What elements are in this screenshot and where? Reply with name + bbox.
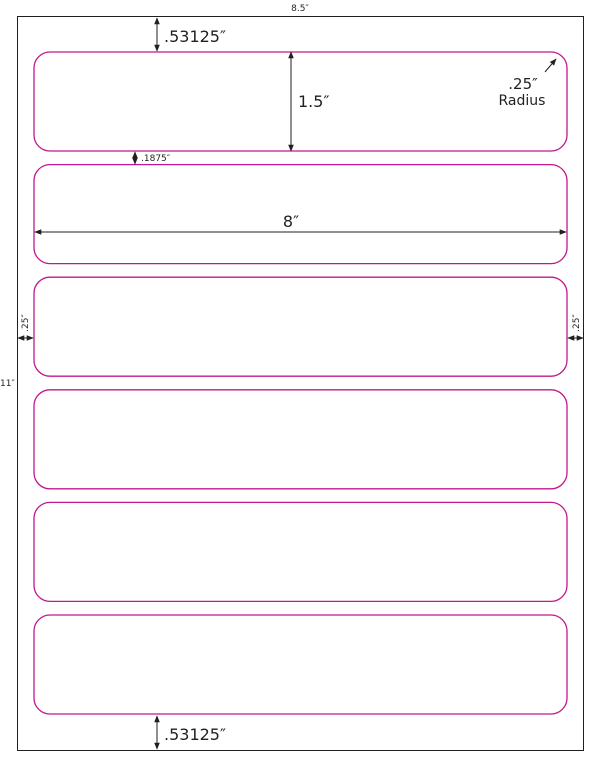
radius-value-label: .25″ (508, 75, 538, 93)
radius-caption-label: Radius (498, 93, 546, 109)
right-margin-label: .25″ (572, 314, 582, 332)
bottom-margin-label: .53125″ (164, 725, 226, 744)
left-margin-label: .25″ (21, 314, 31, 332)
label-width-label: 8″ (282, 212, 300, 231)
sheet-outline (18, 17, 584, 751)
label-height-label: 1.5″ (298, 92, 330, 111)
top-margin-label: .53125″ (164, 27, 226, 46)
label-gap-label: .1875″ (141, 154, 171, 164)
sheet-width-label: 8.5″ (291, 4, 309, 14)
sheet-height-label: 11″ (0, 379, 15, 389)
